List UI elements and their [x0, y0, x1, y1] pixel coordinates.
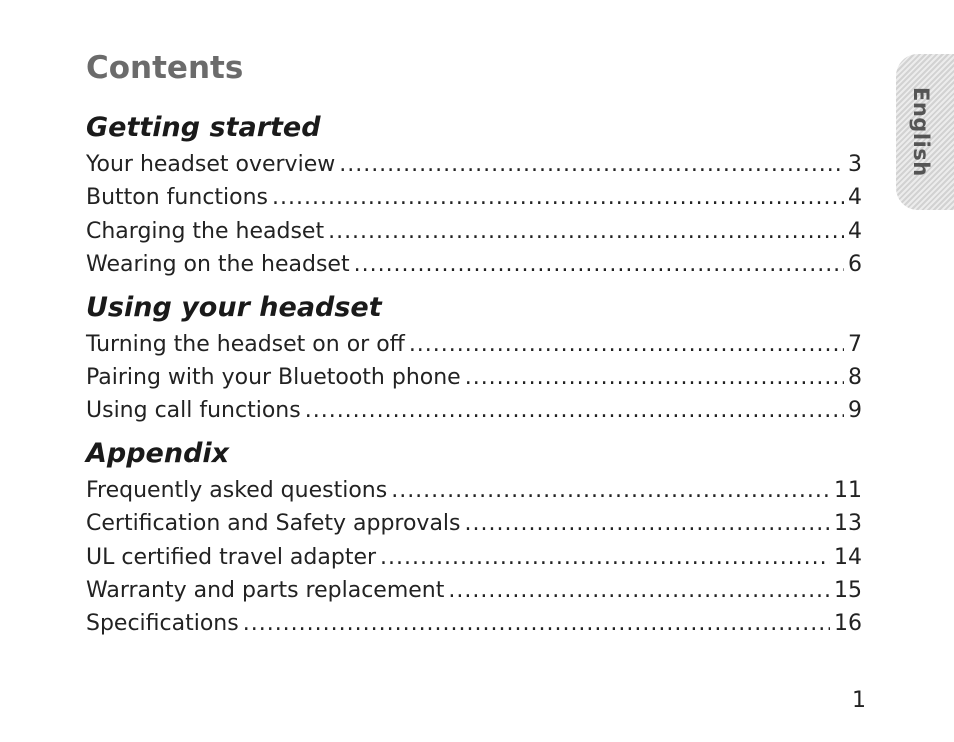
dot-leader	[465, 361, 844, 394]
toc-entry-page: 15	[834, 577, 862, 603]
toc-entry-page: 3	[848, 152, 862, 177]
dot-leader	[243, 607, 830, 640]
dot-leader	[339, 148, 844, 181]
toc-entry[interactable]	[86, 328, 862, 361]
toc-entry[interactable]	[86, 248, 862, 281]
toc-entry-title: Wearing on the headset	[86, 252, 350, 278]
toc-entry[interactable]	[86, 394, 862, 427]
toc-entry-page: 4	[848, 185, 862, 211]
section-heading: Getting started	[86, 112, 321, 143]
toc-entry-title: Frequently asked questions	[86, 477, 388, 503]
toc-entry-title: Specifications	[86, 611, 239, 637]
toc-entry-page: 7	[848, 331, 862, 357]
toc-entry[interactable]	[86, 474, 862, 507]
dot-leader	[328, 215, 844, 248]
toc-entry-title: Turning the headset on or off	[86, 331, 405, 357]
toc-entry[interactable]	[86, 607, 862, 640]
toc-entry-page: 11	[834, 477, 862, 503]
toc-entry[interactable]	[86, 215, 862, 248]
toc-entry-page: 8	[848, 364, 862, 390]
dot-leader	[272, 181, 844, 214]
dot-leader	[305, 394, 844, 427]
toc-entry[interactable]	[86, 361, 862, 394]
toc-entry-page: 14	[834, 544, 862, 570]
toc-entry-page: 16	[834, 611, 862, 637]
toc-entry-page: 13	[834, 511, 862, 537]
dot-leader	[465, 507, 830, 540]
toc-entry-title: UL certified travel adapter	[86, 544, 377, 570]
dot-leader	[391, 474, 830, 507]
toc-entry-title: Using call functions	[86, 398, 301, 424]
toc-entry-title: Button functions	[86, 185, 269, 211]
toc-entry[interactable]	[86, 181, 862, 214]
page-number: 1	[852, 688, 866, 713]
dot-leader	[448, 574, 830, 607]
language-tab-label: English	[909, 87, 933, 177]
section-heading: Appendix	[86, 437, 230, 469]
page-title: Contents	[86, 50, 244, 86]
toc-entry-title: Warranty and parts replacement	[86, 577, 445, 603]
toc-entry[interactable]	[86, 148, 862, 181]
toc-entry-title: Your headset overview	[86, 152, 336, 177]
toc-entry-title: Certification and Safety approvals	[86, 511, 461, 537]
section-heading: Using your headset	[86, 291, 382, 323]
toc-entry-page: 9	[848, 398, 862, 424]
toc-entry-title: Pairing with your Bluetooth phone	[86, 364, 461, 390]
table-of-contents	[86, 108, 862, 647]
toc-section-getting-started	[86, 108, 862, 282]
toc-entry-title: Charging the headset	[86, 218, 325, 244]
dot-leader	[380, 541, 830, 574]
toc-entry-page: 6	[848, 252, 862, 278]
toc-entry-page: 4	[848, 218, 862, 244]
toc-entry[interactable]	[86, 574, 862, 607]
dot-leader	[409, 328, 844, 361]
toc-section-using-your-headset	[86, 288, 862, 428]
dot-leader	[354, 248, 844, 281]
toc-entry[interactable]	[86, 541, 862, 574]
toc-entry[interactable]	[86, 507, 862, 540]
toc-section-appendix	[86, 434, 862, 641]
